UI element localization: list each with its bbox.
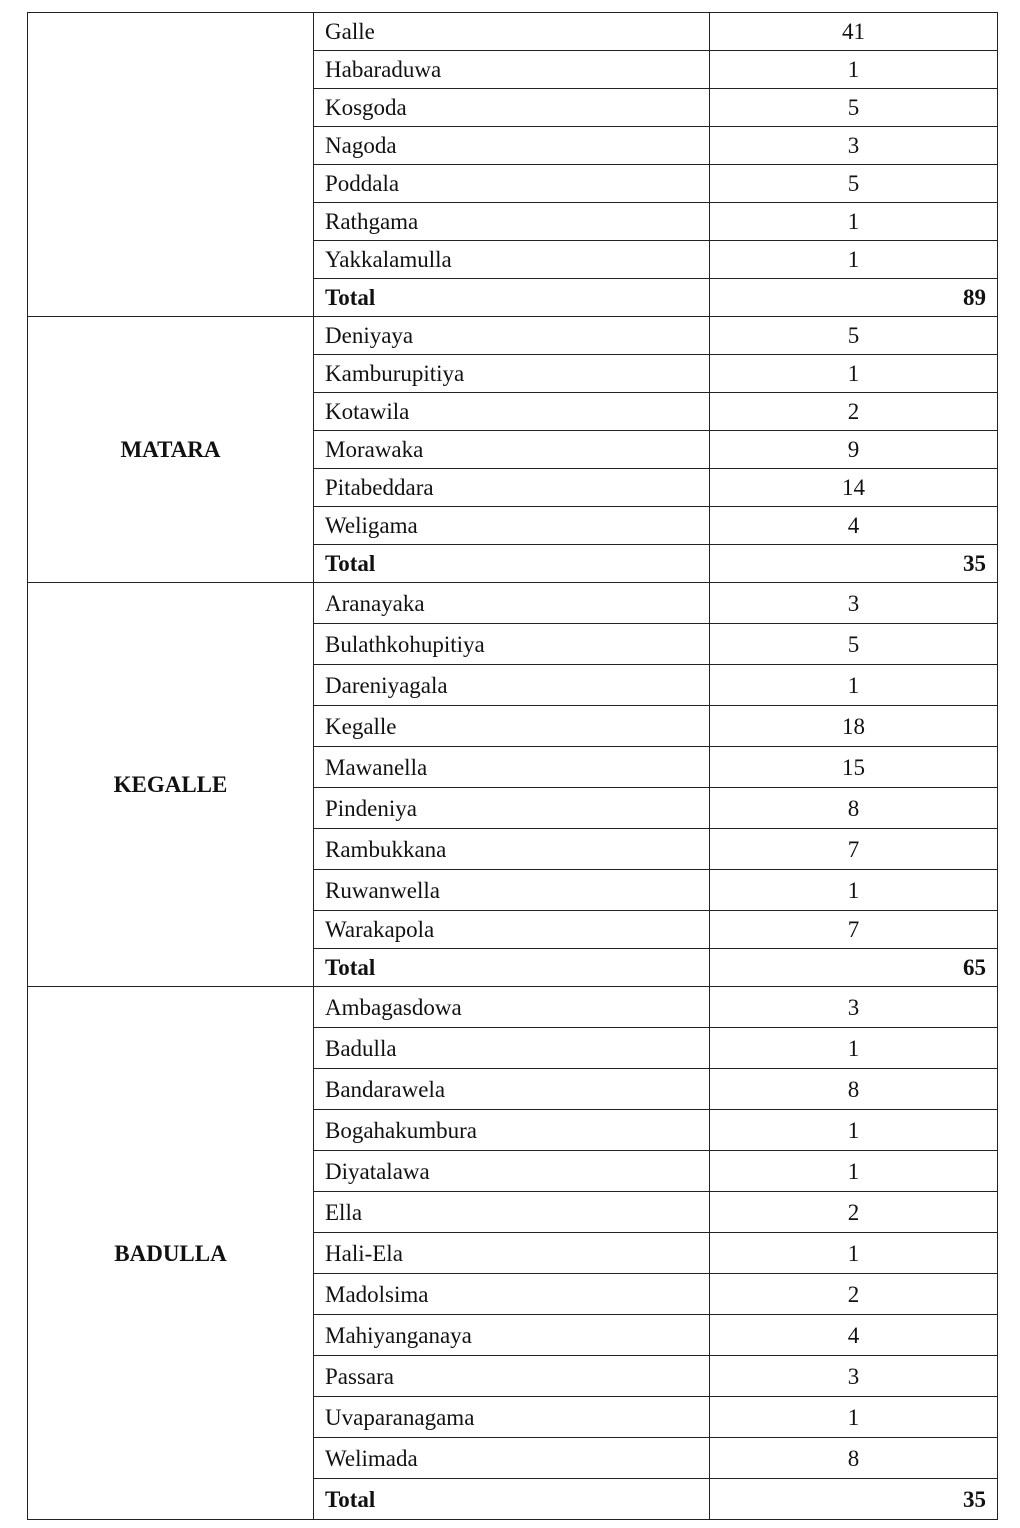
place-cell: Pitabeddara xyxy=(314,469,710,507)
place-cell: Warakapola xyxy=(314,911,710,949)
count-cell: 5 xyxy=(710,89,998,127)
count-cell: 4 xyxy=(710,507,998,545)
count-cell: 14 xyxy=(710,469,998,507)
count-cell: 3 xyxy=(710,1356,998,1397)
place-cell: Bulathkohupitiya xyxy=(314,624,710,665)
place-cell: Deniyaya xyxy=(314,317,710,355)
count-cell: 3 xyxy=(710,127,998,165)
place-cell: Rathgama xyxy=(314,203,710,241)
count-cell: 1 xyxy=(710,1028,998,1069)
place-cell: Pindeniya xyxy=(314,788,710,829)
place-cell: Kosgoda xyxy=(314,89,710,127)
count-cell: 1 xyxy=(710,1233,998,1274)
total-value: 65 xyxy=(710,949,998,987)
place-cell: Habaraduwa xyxy=(314,51,710,89)
table-row xyxy=(28,13,998,51)
place-cell: Ruwanwella xyxy=(314,870,710,911)
count-cell: 1 xyxy=(710,355,998,393)
total-label: Total xyxy=(314,279,710,317)
place-cell: Hali-Ela xyxy=(314,1233,710,1274)
place-cell: Bogahakumbura xyxy=(314,1110,710,1151)
total-label: Total xyxy=(314,949,710,987)
place-cell: Passara xyxy=(314,1356,710,1397)
place-cell: Weligama xyxy=(314,507,710,545)
place-cell: Mawanella xyxy=(314,747,710,788)
count-cell: 5 xyxy=(710,317,998,355)
place-cell: Nagoda xyxy=(314,127,710,165)
count-cell: 1 xyxy=(710,665,998,706)
total-value: 89 xyxy=(710,279,998,317)
count-cell: 2 xyxy=(710,393,998,431)
place-cell: Uvaparanagama xyxy=(314,1397,710,1438)
district-cell xyxy=(28,13,314,317)
district-cell: KEGALLE xyxy=(28,583,314,987)
place-cell: Bandarawela xyxy=(314,1069,710,1110)
table-row xyxy=(28,317,998,355)
count-cell: 5 xyxy=(710,624,998,665)
total-value: 35 xyxy=(710,1479,998,1520)
place-cell: Mahiyanganaya xyxy=(314,1315,710,1356)
table-row xyxy=(28,987,998,1028)
count-cell: 7 xyxy=(710,911,998,949)
place-cell: Diyatalawa xyxy=(314,1151,710,1192)
count-cell: 1 xyxy=(710,870,998,911)
place-cell: Galle xyxy=(314,13,710,51)
place-cell: Ambagasdowa xyxy=(314,987,710,1028)
count-cell: 41 xyxy=(710,13,998,51)
district-cell: MATARA xyxy=(28,317,314,583)
count-cell: 1 xyxy=(710,1397,998,1438)
total-label: Total xyxy=(314,545,710,583)
count-cell: 18 xyxy=(710,706,998,747)
count-cell: 7 xyxy=(710,829,998,870)
count-cell: 2 xyxy=(710,1274,998,1315)
count-cell: 1 xyxy=(710,203,998,241)
place-cell: Poddala xyxy=(314,165,710,203)
count-cell: 3 xyxy=(710,583,998,624)
count-cell: 8 xyxy=(710,788,998,829)
count-cell: 3 xyxy=(710,987,998,1028)
count-cell: 15 xyxy=(710,747,998,788)
table-row xyxy=(28,583,998,624)
district-table xyxy=(27,12,998,1520)
place-cell: Madolsima xyxy=(314,1274,710,1315)
place-cell: Kotawila xyxy=(314,393,710,431)
count-cell: 1 xyxy=(710,241,998,279)
count-cell: 1 xyxy=(710,1110,998,1151)
place-cell: Kegalle xyxy=(314,706,710,747)
count-cell: 8 xyxy=(710,1438,998,1479)
count-cell: 1 xyxy=(710,51,998,89)
count-cell: 8 xyxy=(710,1069,998,1110)
place-cell: Kamburupitiya xyxy=(314,355,710,393)
count-cell: 9 xyxy=(710,431,998,469)
table-body xyxy=(28,13,998,1520)
place-cell: Morawaka xyxy=(314,431,710,469)
place-cell: Ella xyxy=(314,1192,710,1233)
place-cell: Rambukkana xyxy=(314,829,710,870)
district-cell: BADULLA xyxy=(28,987,314,1520)
place-cell: Badulla xyxy=(314,1028,710,1069)
place-cell: Dareniyagala xyxy=(314,665,710,706)
total-label: Total xyxy=(314,1479,710,1520)
count-cell: 2 xyxy=(710,1192,998,1233)
total-value: 35 xyxy=(710,545,998,583)
place-cell: Yakkalamulla xyxy=(314,241,710,279)
place-cell: Welimada xyxy=(314,1438,710,1479)
place-cell: Aranayaka xyxy=(314,583,710,624)
count-cell: 4 xyxy=(710,1315,998,1356)
count-cell: 5 xyxy=(710,165,998,203)
count-cell: 1 xyxy=(710,1151,998,1192)
